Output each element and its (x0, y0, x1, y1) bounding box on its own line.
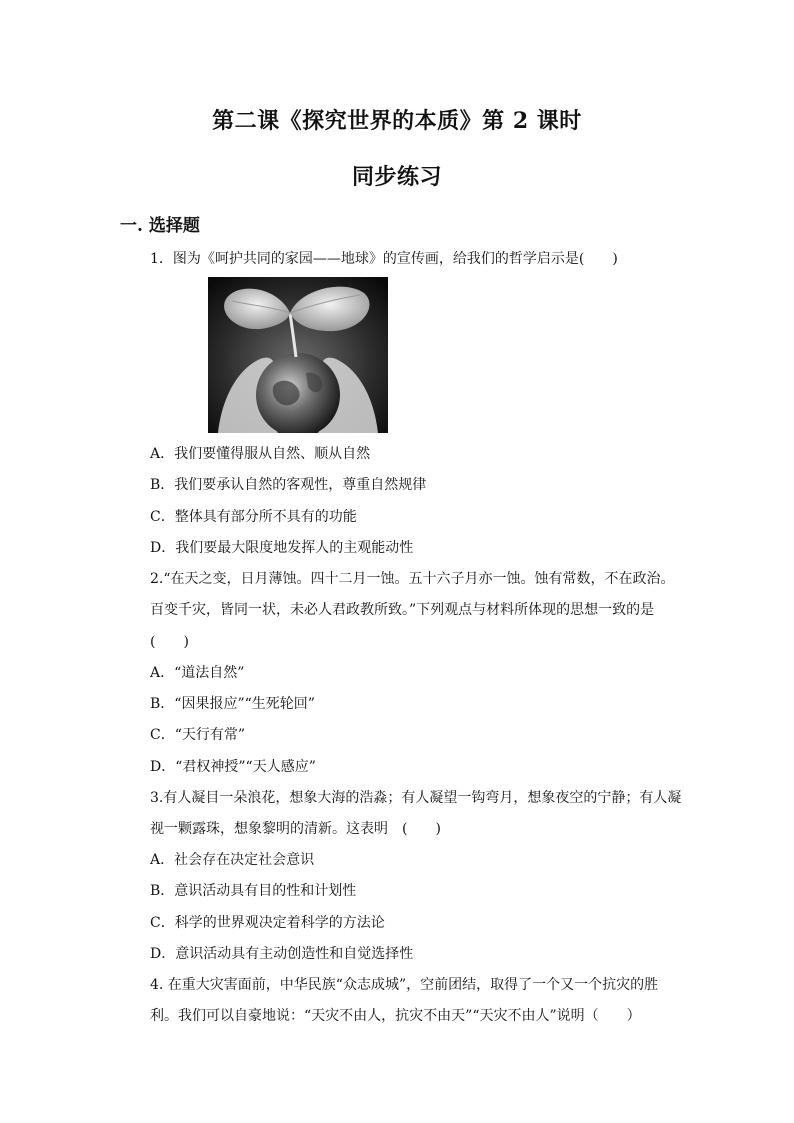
question-3-line-2: 视一颗露珠，想象黎明的清新。这表明 ( ) (150, 821, 441, 837)
question-3-option-a: A．社会存在决定社会意识 (150, 852, 315, 868)
question-2-line-1: 2.“在天之变，日月薄蚀。四十二月一蚀。五十六子月亦一蚀。蚀有常数，不在政治。 (150, 571, 675, 587)
question-3-option-b: B．意识活动具有目的性和计划性 (150, 883, 357, 899)
question-2-option-c: C．“天行有常” (150, 727, 246, 743)
question-1-option-c: C．整体具有部分所不具有的功能 (150, 509, 357, 525)
question-4-line-2: 利。我们可以自豪地说：“天灾不由人，抗灾不由天”“天灾不由人”说明（ ） (150, 1008, 641, 1024)
question-2-line-2: 百变千灾，皆同一状，未必人君政教所致。”下列观点与材料所体现的思想一致的是 (150, 602, 655, 618)
question-1-line-1: 1．图为《呵护共同的家园——地球》的宣传画，给我们的哲学启示是( ) (150, 251, 618, 267)
question-2-option-d: D．“君权神授”“天人感应” (150, 759, 316, 775)
poster-image (208, 277, 388, 433)
question-1-option-b: B．我们要承认自然的客观性，尊重自然规律 (150, 477, 427, 493)
page-subtitle: 同步练习 (351, 164, 442, 190)
question-3-option-c: C．科学的世界观决定着科学的方法论 (150, 915, 385, 931)
question-3-line-1: 3.有人凝目一朵浪花，想象大海的浩淼；有人凝望一钩弯月，想象夜空的宁静；有人凝 (150, 790, 682, 806)
question-4-line-1: 4. 在重大灾害面前，中华民族“众志成城”，空前团结，取得了一个又一个抗灾的胜 (150, 977, 659, 993)
section-heading: 一. 选择题 (120, 216, 200, 236)
page-title: 第二课《探究世界的本质》第 2 课时 (212, 108, 582, 134)
question-2-option-b: B．“因果报应”“生死轮回” (150, 696, 315, 712)
question-2-line-3: ( ) (150, 634, 189, 650)
earth-seedling-illustration (208, 277, 388, 433)
question-2-option-a: A．“道法自然” (150, 665, 245, 681)
question-1-option-d: D．我们要最大限度地发挥人的主观能动性 (150, 540, 414, 556)
question-3-option-d: D．意识活动具有主动创造性和自觉选择性 (150, 946, 414, 962)
question-1-option-a: A．我们要懂得服从自然、顺从自然 (150, 446, 371, 462)
